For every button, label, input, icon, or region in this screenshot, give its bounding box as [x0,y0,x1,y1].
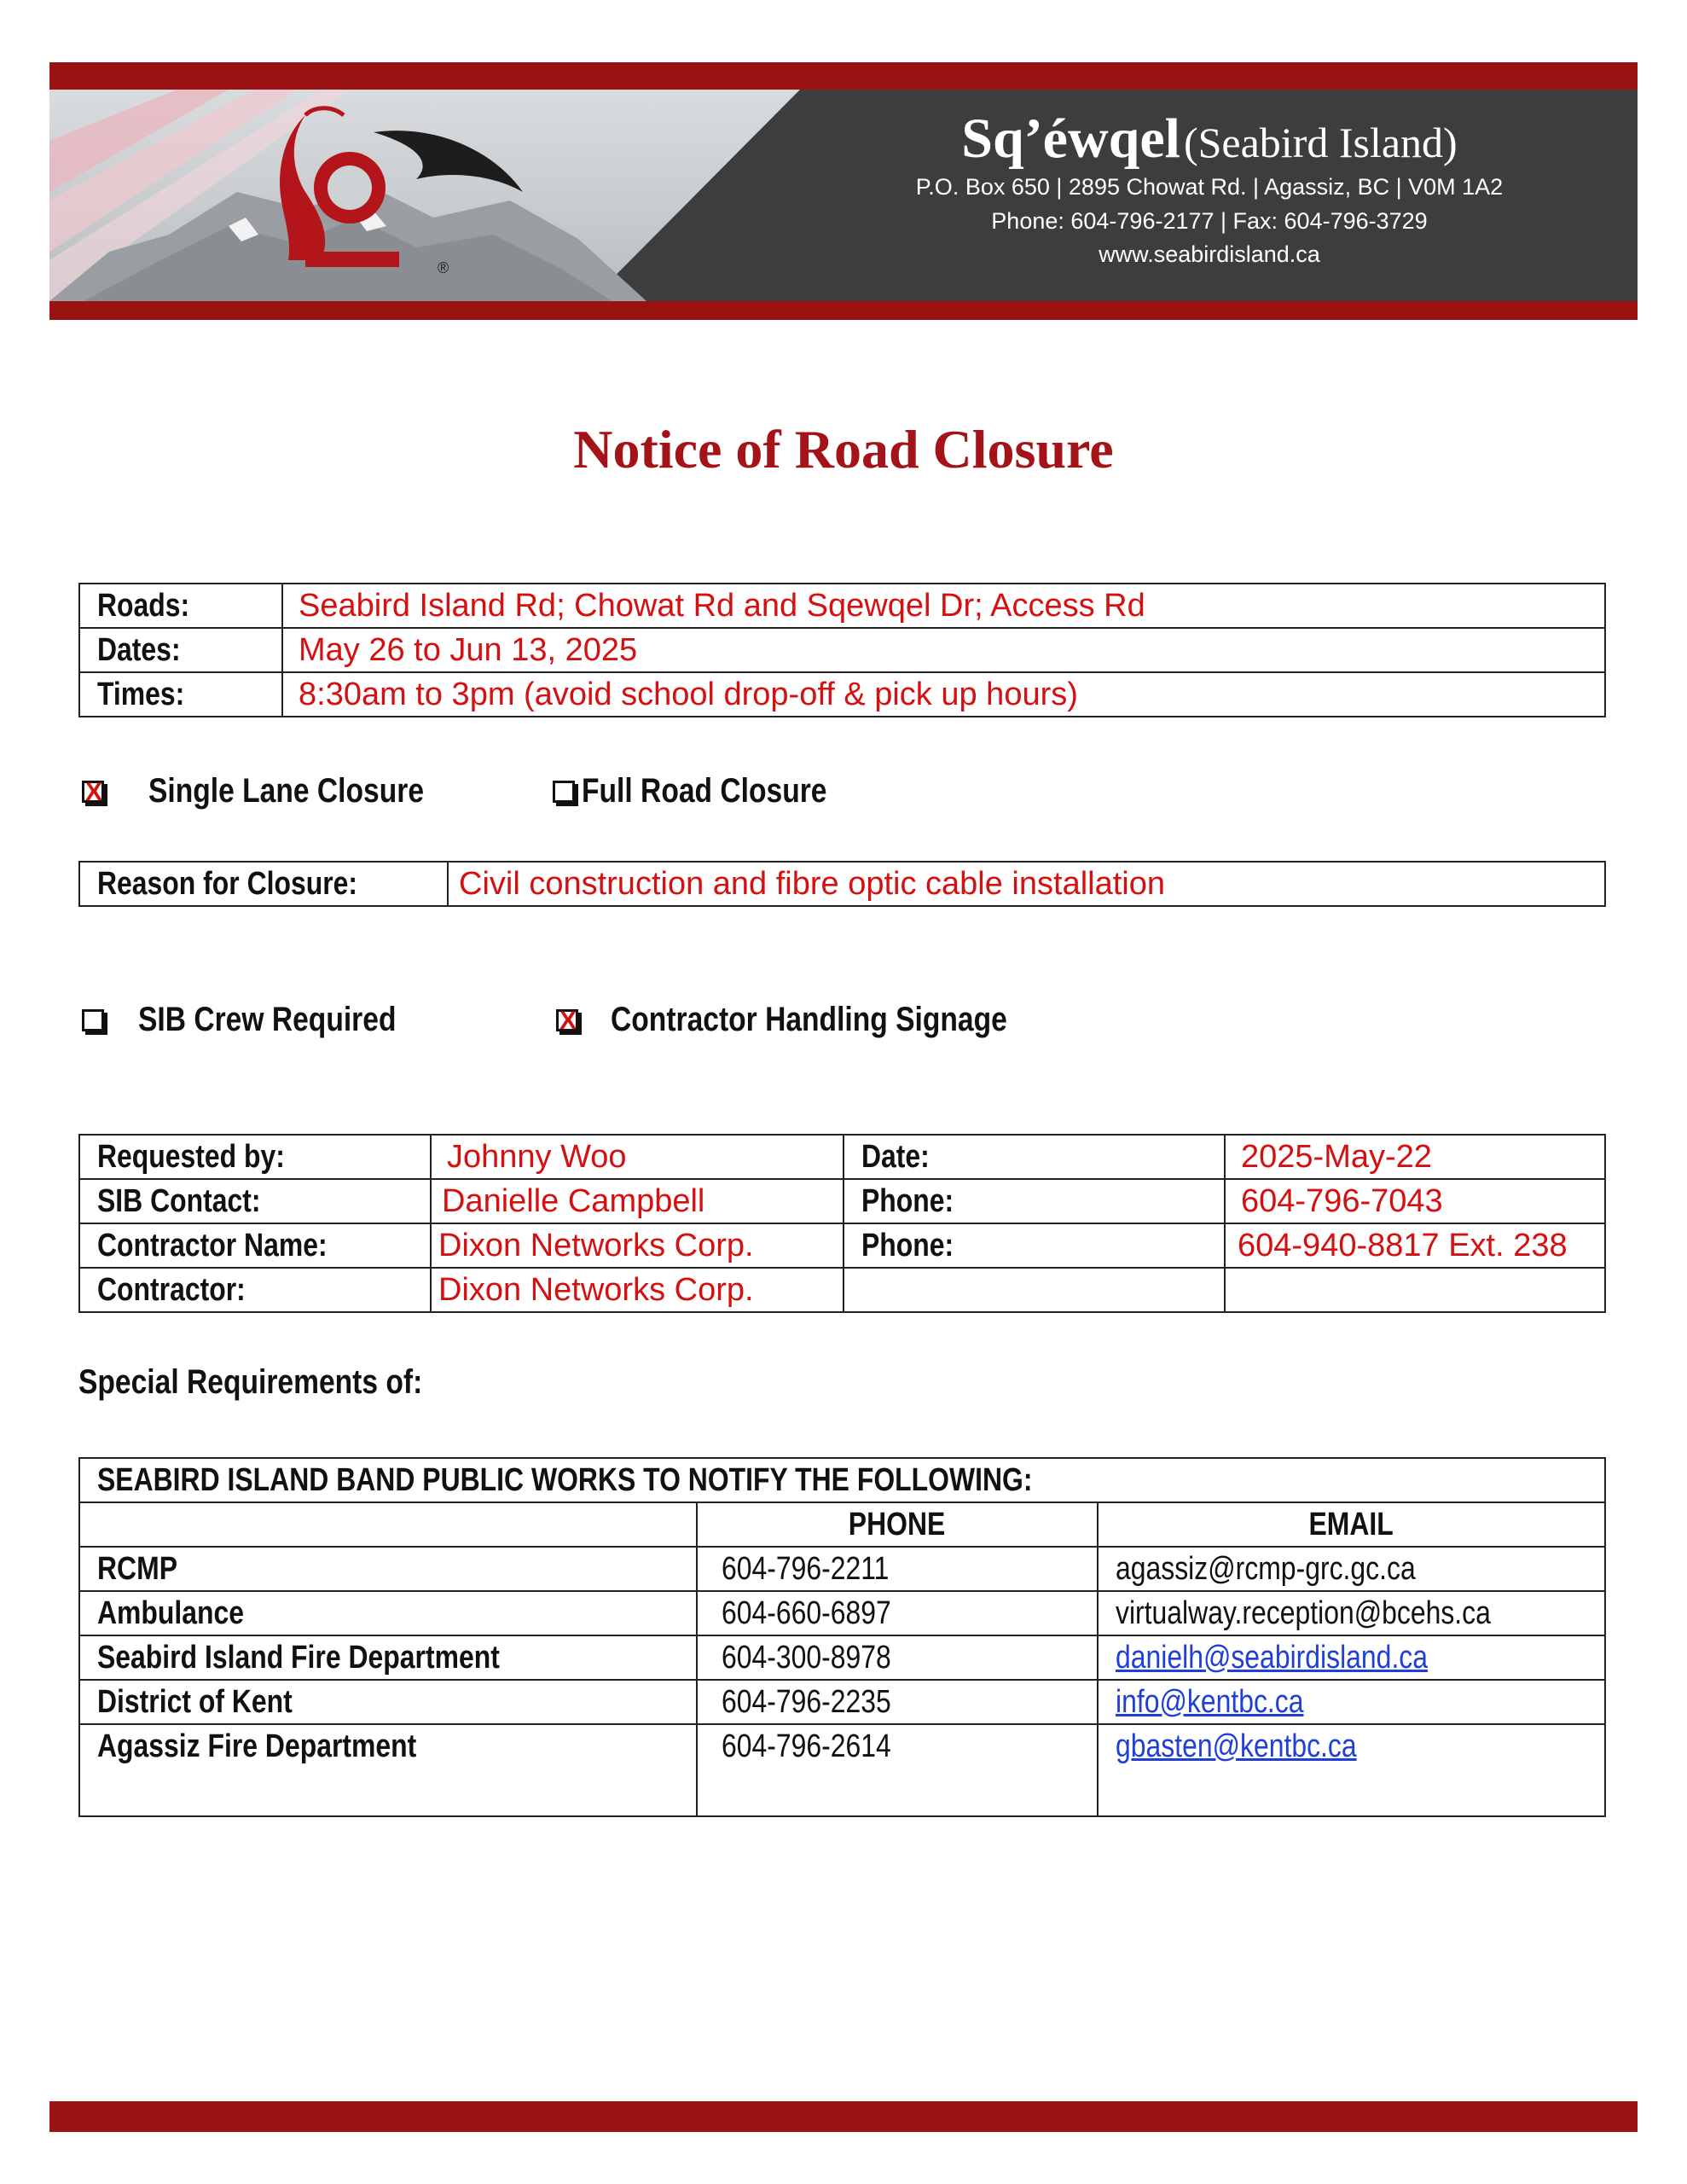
roads-value: Seabird Island Rd; Chowat Rd and Sqewqel Dr; Access Rd [299,587,1145,624]
contractor-phone-label: Phone: [861,1227,954,1263]
sib-crew-option[interactable] [82,1001,445,1039]
agency-email-link[interactable]: info@kentbc.ca [1116,1683,1304,1720]
contractor-phone-value: 604-940-8817 Ext. 238 [1238,1227,1568,1263]
checked-x-mark: X [559,1006,577,1035]
contractor-label: Contractor: [97,1271,246,1308]
org-address: P.O. Box 650 | 2895 Chowat Rd. | Agassiz, BC | V0M 1A2 [915,174,1504,200]
org-phone-fax: Phone: 604-796-2177 | Fax: 604-796-3729 [991,208,1428,234]
sib-crew-checkbox[interactable] [82,1009,104,1031]
agency-name: RCMP [97,1550,177,1587]
table-row [79,628,1605,672]
agency-name: District of Kent [97,1683,293,1720]
notify-table [78,1457,1606,1817]
table-row [79,1179,1605,1223]
contractor-signage-option[interactable] [556,1001,1082,1039]
contractor-value: Dixon Networks Corp. [438,1271,754,1308]
logo-illustration [49,90,800,301]
checked-x-mark: X [84,777,102,806]
table-header-row [79,1502,1605,1547]
table-row [79,1458,1605,1502]
contractor-signage-checkbox[interactable] [556,1006,578,1035]
roads-label: Roads: [97,587,190,624]
table-row [79,1680,1605,1724]
agency-email: virtualway.reception@bcehs.ca [1116,1594,1491,1631]
sib-contact-label: SIB Contact: [97,1182,261,1219]
requested-by-label: Requested by: [97,1138,285,1175]
full-road-label: Full Road Closure [582,772,827,810]
table-row [79,862,1605,906]
requested-by-value: Johnny Woo [447,1138,627,1175]
times-value: 8:30am to 3pm (avoid school drop-off & pick up hours) [299,676,1078,712]
org-name-sub: (Seabird Island) [1183,119,1458,166]
contractor-name-label: Contractor Name: [97,1227,328,1263]
registered-mark: ® [438,259,449,276]
agency-phone: 604-660-6897 [722,1594,891,1631]
special-requirements-label: Special Requirements of: [78,1363,423,1401]
agency-name: Seabird Island Fire Department [97,1639,500,1676]
organization-name [911,107,1508,171]
page-title: Notice of Road Closure [573,419,1114,479]
agency-name: Agassiz Fire Department [97,1728,417,1764]
table-row [79,1635,1605,1680]
agency-phone: 604-300-8978 [722,1639,891,1676]
dates-value: May 26 to Jun 13, 2025 [299,631,638,668]
table-row [79,584,1605,628]
sib-phone-value: 604-796-7043 [1241,1182,1443,1219]
reason-value: Civil construction and fibre optic cable installation [459,865,1165,902]
agency-phone: 604-796-2211 [722,1550,890,1587]
date-value: 2025-May-22 [1241,1138,1432,1175]
reason-table [78,861,1606,907]
table-row [79,1724,1605,1816]
agency-email-link[interactable]: danielh@seabirdisland.ca [1116,1639,1429,1676]
agency-email-link[interactable]: gbasten@kentbc.ca [1116,1728,1357,1764]
single-lane-closure-option[interactable] [82,772,477,810]
single-lane-checkbox[interactable] [82,777,104,806]
org-website[interactable]: www.seabirdisland.ca [1099,241,1320,267]
table-row [79,672,1605,717]
contractor-signage-label: Contractor Handling Signage [611,1001,1007,1038]
phone-column-header: PHONE [849,1506,946,1542]
closure-info-table [78,583,1606,717]
table-row [79,1547,1605,1591]
table-row [79,1135,1605,1179]
org-name-main: Sq’éwqel [961,107,1180,170]
times-label: Times: [97,676,185,712]
date-label: Date: [861,1138,930,1175]
table-row [79,1268,1605,1312]
full-road-closure-option[interactable] [553,772,873,810]
sib-crew-label: SIB Crew Required [138,1001,397,1038]
footer-bar [49,2101,1638,2132]
sib-contact-value: Danielle Campbell [442,1182,705,1219]
contacts-table [78,1134,1606,1313]
single-lane-label: Single Lane Closure [148,772,425,810]
header-banner [49,62,1638,320]
table-row [79,1591,1605,1635]
table-row [79,1223,1605,1268]
agency-phone: 604-796-2235 [722,1683,891,1720]
email-column-header: EMAIL [1308,1506,1394,1542]
reason-label: Reason for Closure: [97,865,358,902]
notify-heading: SEABIRD ISLAND BAND PUBLIC WORKS TO NOTIFY THE FOLLOWING: [97,1461,1033,1498]
contractor-name-value: Dixon Networks Corp. [438,1227,754,1263]
dates-label: Dates: [97,631,181,668]
agency-name: Ambulance [97,1594,245,1631]
full-road-checkbox[interactable] [553,781,575,803]
agency-phone: 604-796-2614 [722,1728,891,1764]
sib-phone-label: Phone: [861,1182,954,1219]
agency-email: agassiz@rcmp-grc.gc.ca [1116,1550,1416,1587]
